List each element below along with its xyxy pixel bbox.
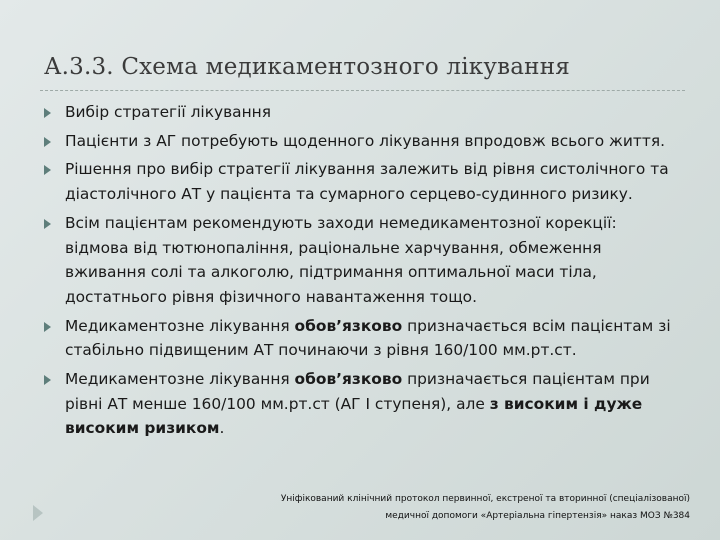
triangle-bullet-icon xyxy=(44,137,51,147)
slide-title: А.3.3. Схема медикаментозного лікування xyxy=(44,54,570,80)
bullet-text-segment: Рішення про вибір стратегії лікування залежить від рівня систолічного та діастолічного АТ у пацієнта та сумарного серцево-судинного ризику. xyxy=(65,160,669,204)
triangle-bullet-icon xyxy=(44,219,51,229)
triangle-bullet-icon xyxy=(44,108,51,118)
triangle-bullet-icon xyxy=(44,322,51,332)
bullet-text-segment: Пацієнти з АГ потребують щоденного лікування впродовж всього життя. xyxy=(65,131,665,150)
bullet-text-segment: Всім пацієнтам рекомендують заходи немедикаментозної корекції: відмова від тютюнопаління, раціональне харчування, обмеження вживання солі та алкоголю, підтримання оптимальної маси тіла, достатнього рівня фізичного навантаження тощо. xyxy=(65,213,617,306)
triangle-bullet-icon xyxy=(44,165,51,175)
bullet-text-segment: призначається всім пацієнтам зі стабільно підвищеним АТ починаючи з рівня 160/100 мм.рт.ст. xyxy=(65,316,671,360)
bullet-text-segment: . xyxy=(219,419,225,438)
title-divider xyxy=(40,90,685,91)
bullet-text-segment: призначається пацієнтам при рівні АТ менше 160/100 мм.рт.ст (АГ І ступеня), але xyxy=(65,370,650,413)
bullet-item-daily-treatment xyxy=(44,129,684,154)
bullet-text xyxy=(65,132,665,150)
bullet-item-mandatory-160 xyxy=(44,314,684,363)
bold-emphasis-text: з високим і дуже високим ризиком xyxy=(65,394,643,438)
play-arrow-icon[interactable] xyxy=(33,505,43,521)
bullet-text-segment: Медикаментозне лікування xyxy=(65,316,295,335)
bullet-text xyxy=(65,160,669,203)
bullet-text xyxy=(65,103,271,121)
bold-emphasis-text: обов’язково xyxy=(294,316,403,335)
bold-emphasis-text: обов’язково xyxy=(294,370,403,389)
bullet-text-segment: Вибір стратегії лікування xyxy=(65,103,271,121)
bullet-text xyxy=(65,317,671,360)
bullet-item-mandatory-high-risk xyxy=(44,367,684,441)
bullet-item-lifestyle xyxy=(44,211,684,310)
bullet-item-strategy xyxy=(44,100,684,125)
triangle-bullet-icon xyxy=(44,375,51,385)
bullet-text-segment: Медикаментозне лікування xyxy=(65,370,295,389)
source-footnote xyxy=(230,491,690,525)
footnote-line-2: медичної допомоги «Артеріальна гіпертензія» наказ МОЗ №384 xyxy=(385,511,690,521)
footnote-line-1: Уніфікований клінічний протокол первинної, екстреної та вторинної (спеціалізованої) xyxy=(280,494,690,504)
bullet-text xyxy=(65,370,650,437)
bullet-text xyxy=(65,214,617,306)
bullet-list xyxy=(44,100,684,445)
bullet-item-decision xyxy=(44,157,684,206)
